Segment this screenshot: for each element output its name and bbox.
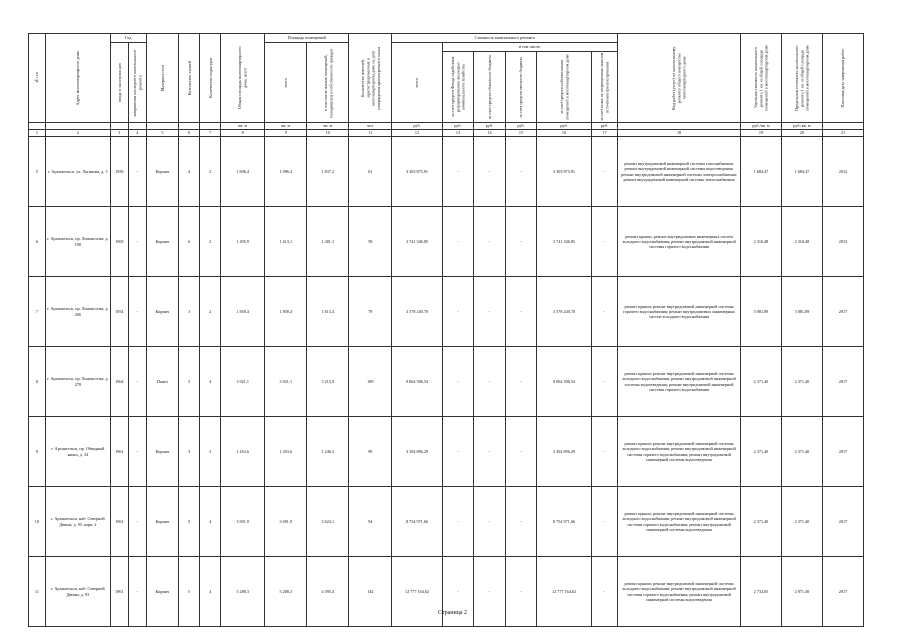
row-number: 8 [29, 347, 46, 417]
header-other [591, 52, 617, 123]
year-built-cell: 1964 [110, 347, 128, 417]
table-body [29, 137, 864, 627]
region-budget-cell: - [474, 207, 506, 277]
unit-cell [146, 123, 179, 130]
header-area-group: Площадь помещений [265, 34, 349, 43]
owners-cell: 12 777 164,62 [537, 557, 592, 627]
area-total-cell: 1 996,4 [265, 137, 307, 207]
works-cell: ремонт крыши; ремонт внутридомовой инженерной системы холодного водоснабжения; ремонт внутридомовой инженерной системы горячего водоснабжения; ремонт внутридомовой инженерной системы водоотведения [618, 487, 741, 557]
local-budget-cell: - [505, 347, 537, 417]
header-budget-local [505, 52, 537, 123]
region-budget-cell: - [474, 417, 506, 487]
max-cost-cell: 2 871,40 [781, 557, 822, 627]
deadline-cell: 2017 [822, 417, 863, 487]
cost-total-cell: 3 303 875,91 [392, 137, 442, 207]
table-row [29, 137, 864, 207]
floors-cell: 4 [179, 137, 200, 207]
region-budget-cell: - [474, 347, 506, 417]
local-budget-cell: - [505, 207, 537, 277]
header-works [618, 34, 741, 123]
unit-cell [618, 123, 741, 130]
unit-cost-cell: 1 684,47 [740, 137, 781, 207]
units-row [29, 123, 864, 130]
unit-cell: руб./кв. м [740, 123, 781, 130]
header-area-total-label: всего [283, 77, 289, 88]
entrances-cell: 4 [200, 557, 221, 627]
year-repair-cell: - [128, 137, 146, 207]
entrances-cell: 4 [200, 487, 221, 557]
header-budget-region [474, 52, 506, 123]
floors-cell: 5 [179, 487, 200, 557]
year-repair-cell: - [128, 347, 146, 417]
area-residential-cell: 1 837,2 [307, 137, 349, 207]
year-built-cell: 1950 [110, 137, 128, 207]
column-numbers-row [29, 130, 864, 137]
entrances-cell: 2 [200, 207, 221, 277]
header-fund [442, 52, 474, 123]
material-cell: Кирпич [146, 137, 179, 207]
year-built-cell: 1961 [110, 417, 128, 487]
works-cell: ремонт крыши; ремонт внутридомовой инженерной системы горячего водоснабжения; ремонт внутридомовых инженерных систем холодного водоснабжения [618, 277, 741, 347]
row-number: 10 [29, 487, 46, 557]
row-number: 7 [29, 277, 46, 347]
material-cell: Кирпич [146, 557, 179, 627]
column-number: 14 [474, 130, 506, 137]
table-row [29, 207, 864, 277]
column-number: 2 [45, 130, 110, 137]
max-cost-cell: 1 684,47 [781, 137, 822, 207]
unit-cell: кв. м [307, 123, 349, 130]
total-area-cell: 1 453,6 [221, 417, 265, 487]
address-cell: г. Архангельск, пр. Ломоносова, д. 206 [45, 277, 110, 347]
floors-cell: 5 [179, 557, 200, 627]
residents-cell: 58 [349, 207, 392, 277]
max-cost-cell: 2 371,40 [781, 347, 822, 417]
unit-cell: кв. м [221, 123, 265, 130]
header-cost-total [392, 43, 442, 123]
unit-cost-cell: 3 081,89 [740, 277, 781, 347]
owners-cell: 9 064 396,54 [537, 347, 592, 417]
unit-cell: руб./кв. м [781, 123, 822, 130]
unit-cost-cell: 2 371,40 [740, 417, 781, 487]
column-number: 17 [591, 130, 617, 137]
column-number: 8 [221, 130, 265, 137]
cost-total-cell: 9 064 396,54 [392, 347, 442, 417]
header-max-cost-label: Предельная стоимость капитального ремонта 1 кв. м общей площади помещений в многоквартирном доме [794, 45, 810, 111]
table-row [29, 347, 864, 417]
fund-cell: - [442, 207, 474, 277]
total-area-cell: 5 288,3 [221, 557, 265, 627]
region-budget-cell: - [474, 277, 506, 347]
unit-cost-cell: 2 316,48 [740, 207, 781, 277]
works-cell: ремонт крыши; ремонт внутридомовой инженерной системы холодного водоснабжения; ремонт внутридомовой инженерной системы горячего водоснабжения; ремонт внутридомовой инженерной системы водоотведения [618, 417, 741, 487]
other-cell: - [591, 487, 617, 557]
header-owners-label: за счет средств собственников помещений в многоквартирном доме [558, 54, 570, 120]
local-budget-cell: - [505, 557, 537, 627]
entrances-cell: 2 [200, 277, 221, 347]
address-cell: г. Архангельск, наб. Северной Двины, д. 93 [45, 557, 110, 627]
owners-cell: 3 578 240,70 [537, 277, 592, 347]
local-budget-cell: - [505, 137, 537, 207]
column-number: 15 [505, 130, 537, 137]
header-max-cost [781, 34, 822, 123]
unit-cell: руб. [505, 123, 537, 130]
header-works-label: Вид работ (услуг) по капитальному ремонту общего имущества многоквартирного дома [671, 46, 687, 110]
year-built-cell: 1965 [110, 207, 128, 277]
cost-total-cell: 8 754 971,66 [392, 487, 442, 557]
header-material-label: Материал стен [159, 64, 165, 92]
deadline-cell: 2017 [822, 347, 863, 417]
owners-cell: 3 303 875,91 [537, 137, 592, 207]
max-cost-cell: 2 316,48 [781, 207, 822, 277]
fund-cell: - [442, 557, 474, 627]
fund-cell: - [442, 277, 474, 347]
header-year-group: Год [110, 34, 146, 43]
unit-cell: кв. м [265, 123, 307, 130]
column-number: 21 [822, 130, 863, 137]
cost-total-cell: 3 741 346,85 [392, 207, 442, 277]
header-address [45, 34, 110, 123]
column-number: 1 [29, 130, 46, 137]
residents-cell: 94 [349, 487, 392, 557]
other-cell: - [591, 347, 617, 417]
region-budget-cell: - [474, 137, 506, 207]
unit-cell [45, 123, 110, 130]
column-number: 12 [392, 130, 442, 137]
column-number: 16 [537, 130, 592, 137]
header-no-label: № п/п [34, 72, 40, 84]
area-total-cell: 3 921,1 [265, 347, 307, 417]
header-deadline [822, 34, 863, 123]
fund-cell: - [442, 137, 474, 207]
address-cell: г. Архангельск, наб. Северной Двины, д. 95, корп. 2 [45, 487, 110, 557]
residents-cell: 99 [349, 417, 392, 487]
column-number: 9 [265, 130, 307, 137]
header-fund-label: за счет средств Фонда содействия реформированию жилищно-коммунального хозяйства [450, 56, 466, 118]
column-number: 5 [146, 130, 179, 137]
year-repair-cell: - [128, 557, 146, 627]
capital-repair-table [28, 33, 864, 627]
table-row [29, 487, 864, 557]
column-number: 19 [740, 130, 781, 137]
column-number: 7 [200, 130, 221, 137]
header-floors [179, 34, 200, 123]
area-total-cell: 1 453,6 [265, 417, 307, 487]
material-cell: Кирпич [146, 207, 179, 277]
header-floors-label: Количество этажей [186, 60, 192, 96]
area-total-cell: 5 288,3 [265, 557, 307, 627]
total-area-cell: 3 921,1 [221, 347, 265, 417]
header-other-label: за счет иных не запрещенных законом источников финансирования [599, 52, 610, 122]
year-repair-cell: - [128, 277, 146, 347]
header-area-residential-label: в том числе жилых помещений, находящихся в собственности граждан [322, 47, 333, 118]
cost-total-cell: 3 394 896,29 [392, 417, 442, 487]
table-row [29, 557, 864, 627]
unit-cell [128, 123, 146, 130]
residents-cell: 61 [349, 137, 392, 207]
total-area-cell: 3 691,9 [221, 487, 265, 557]
header-area-total [265, 43, 307, 123]
unit-cell [822, 123, 863, 130]
total-area-cell: 1 858,4 [221, 277, 265, 347]
area-total-cell: 1 613,1 [265, 207, 307, 277]
header-deadline-label: Плановая дата завершения работ [840, 48, 846, 108]
other-cell: - [591, 137, 617, 207]
header-material [146, 34, 179, 123]
residents-cell: 144 [349, 557, 392, 627]
page-number: Страница 2 [437, 610, 468, 616]
header-cost-total-label: всего [414, 77, 420, 88]
area-residential-cell: 4 395,4 [307, 557, 349, 627]
floors-cell: 6 [179, 207, 200, 277]
header-entrances-label: Количество подъездов [207, 58, 213, 98]
owners-cell: 3 394 896,29 [537, 417, 592, 487]
address-cell: г. Архангельск, пр. Ломоносова, д. 190 [45, 207, 110, 277]
area-residential-cell: 1 401,1 [307, 207, 349, 277]
row-number: 6 [29, 207, 46, 277]
local-budget-cell: - [505, 277, 537, 347]
material-cell: Кирпич [146, 487, 179, 557]
fund-cell: - [442, 417, 474, 487]
header-residents [349, 34, 392, 123]
header-entrances [200, 34, 221, 123]
area-total-cell: 1 858,4 [265, 277, 307, 347]
deadline-cell: 2013 [822, 207, 863, 277]
header-year-repair [128, 43, 146, 123]
header-area-residential [307, 43, 349, 123]
area-total-cell: 3 691,9 [265, 487, 307, 557]
column-number: 18 [618, 130, 741, 137]
header-year-built [110, 43, 128, 123]
column-number: 4 [128, 130, 146, 137]
unit-cell [200, 123, 221, 130]
address-cell: г. Архангельск, пр. Ломоносова, д. 278 [45, 347, 110, 417]
column-number: 11 [349, 130, 392, 137]
entrances-cell: 2 [200, 137, 221, 207]
header-address-label: Адрес многоквартирного дома [75, 50, 81, 106]
area-residential-cell: 1 613,4 [307, 277, 349, 347]
header-year-repair-label: завершения последнего капитального ремонта [131, 48, 143, 117]
works-cell: ремонт крыши; ремонт внутридомовых инженерных систем холодного водоснабжения; ремонт внутридомовой инженерной системы горячего водоснабжения [618, 207, 741, 277]
other-cell: - [591, 277, 617, 347]
unit-cell: руб. [474, 123, 506, 130]
unit-cell [29, 123, 46, 130]
owners-cell: 3 741 346,85 [537, 207, 592, 277]
area-residential-cell: 1 246,3 [307, 417, 349, 487]
header-unit-cost [740, 34, 781, 123]
header-owners [537, 52, 592, 123]
year-built-cell: 1954 [110, 277, 128, 347]
year-built-cell: 1961 [110, 557, 128, 627]
cost-total-cell: 3 578 240,70 [392, 277, 442, 347]
header-total-area [221, 34, 265, 123]
address-cell: г. Архангельск, пр. Обводный канал, д. 34 [45, 417, 110, 487]
max-cost-cell: 3 081,89 [781, 277, 822, 347]
max-cost-cell: 2 371,40 [781, 487, 822, 557]
unit-cell: руб. [537, 123, 592, 130]
other-cell: - [591, 417, 617, 487]
unit-cell: руб. [591, 123, 617, 130]
region-budget-cell: - [474, 557, 506, 627]
max-cost-cell: 2 371,40 [781, 417, 822, 487]
unit-cell: руб. [392, 123, 442, 130]
header-residents-label: Количество жителей, зарегистрированных в многоквартирном доме на дату утверждения краткосрочного плана [359, 46, 381, 110]
header-unit-cost-label: Удельная стоимость капитального ремонта 1 кв. м общей площади помещений в многоквартирном доме [753, 45, 769, 111]
material-cell: Кирпич [146, 417, 179, 487]
material-cell: Панел [146, 347, 179, 417]
floors-cell: 3 [179, 417, 200, 487]
row-number: 5 [29, 137, 46, 207]
year-repair-cell: - [128, 207, 146, 277]
column-number: 10 [307, 130, 349, 137]
column-number: 6 [179, 130, 200, 137]
unit-cost-cell: 2 371,40 [740, 347, 781, 417]
deadline-cell: 2017 [822, 487, 863, 557]
unit-cell: чел. [349, 123, 392, 130]
floors-cell: 5 [179, 347, 200, 417]
header-total-area-label: Общая площадь многоквартирного дома, всего [237, 46, 248, 110]
residents-cell: 189 [349, 347, 392, 417]
header-no [29, 34, 46, 123]
year-repair-cell: - [128, 417, 146, 487]
region-budget-cell: - [474, 487, 506, 557]
unit-cell: руб. [442, 123, 474, 130]
header-budget-local-label: за счет средств местного бюджета [518, 56, 524, 118]
address-cell: г. Архангельск, ул. Логинова, д. 5 [45, 137, 110, 207]
header-cost-incl: в том числе: [442, 43, 617, 52]
column-number: 20 [781, 130, 822, 137]
fund-cell: - [442, 487, 474, 557]
table-row [29, 277, 864, 347]
fund-cell: - [442, 347, 474, 417]
entrances-cell: 4 [200, 347, 221, 417]
local-budget-cell: - [505, 487, 537, 557]
row-number: 11 [29, 557, 46, 627]
area-residential-cell: 3 213,9 [307, 347, 349, 417]
residents-cell: 79 [349, 277, 392, 347]
works-cell: ремонт внутридомовой инженерной системы газоснабжения; ремонт внутридомовой инженерной системы водоотведения; ремонт внутридомовой инженерной системы электроснабжения; ремонт внутридомовой инженерной системы теплоснабжения [618, 137, 741, 207]
row-number: 9 [29, 417, 46, 487]
deadline-cell: 2017 [822, 277, 863, 347]
area-residential-cell: 3 624,1 [307, 487, 349, 557]
column-number: 3 [110, 130, 128, 137]
owners-cell: 8 754 971,66 [537, 487, 592, 557]
works-cell: ремонт крыши; ремонт внутридомовой инженерной системы холодного водоснабжения; ремонт внутридомовой инженерной системы горячего водоснабжения; ремонт внутридомовой инженерной системы водоотведения [618, 557, 741, 627]
other-cell: - [591, 557, 617, 627]
unit-cell [179, 123, 200, 130]
year-repair-cell: - [128, 487, 146, 557]
total-area-cell: 1 495,9 [221, 207, 265, 277]
deadline-cell: 2017 [822, 557, 863, 627]
total-area-cell: 1 696,4 [221, 137, 265, 207]
unit-cost-cell: 2 371,40 [740, 487, 781, 557]
deadline-cell: 2012 [822, 137, 863, 207]
table-row [29, 417, 864, 487]
works-cell: ремонт крыши; ремонт внутридомовой инженерной системы холодного водоснабжения; ремонт внутридомовой инженерной системы водоотведения; ремонт внутридомовой инженерной системы горячего водоснабжения [618, 347, 741, 417]
material-cell: Кирпич [146, 277, 179, 347]
header-cost-group: Стоимость капитального ремонта [392, 34, 618, 43]
column-number: 13 [442, 130, 474, 137]
cost-total-cell: 12 777 164,62 [392, 557, 442, 627]
unit-cost-cell: 2 734,05 [740, 557, 781, 627]
floors-cell: 3 [179, 277, 200, 347]
unit-cell [110, 123, 128, 130]
local-budget-cell: - [505, 417, 537, 487]
header-budget-region-label: за счет средств областного бюджета [486, 54, 492, 120]
entrances-cell: 3 [200, 417, 221, 487]
year-built-cell: 1961 [110, 487, 128, 557]
header-year-built-label: ввода в эксплуатацию [116, 62, 122, 102]
other-cell: - [591, 207, 617, 277]
